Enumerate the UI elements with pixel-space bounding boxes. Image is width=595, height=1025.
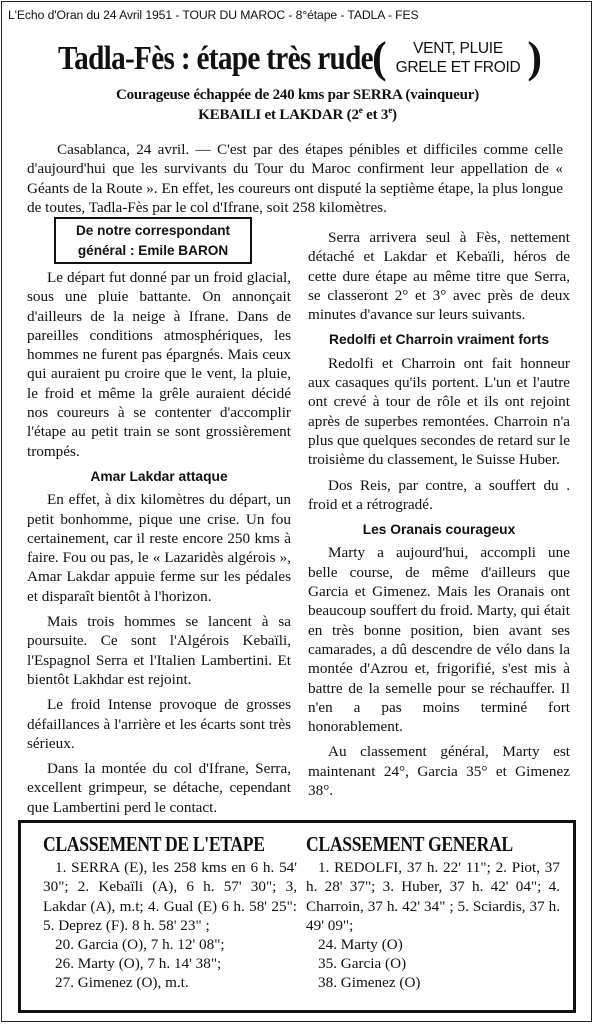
headline: Tadla-Fès : étape très rude xyxy=(58,40,373,77)
paragraph: Mais trois hommes se lancent à sa poursuite. Ce sont l'Algérois Kebaïli, l'Espagnol Serra et l'Italien Lambertini. Et bientôt Lakhdar est rejoint. xyxy=(27,613,291,688)
stage-classification-title: CLASSEMENT DE L'ETAPE xyxy=(43,832,265,856)
results-box xyxy=(18,820,576,1013)
section-heading: Redolfi et Charroin vraiment forts xyxy=(328,332,550,348)
correspondent-line-1: De notre correspondant xyxy=(75,223,231,238)
stage-classification xyxy=(43,832,297,993)
stage-classification-text: 1. SERRA (E), les 258 kms en 6 h. 54' 30"; 2. Kebaïli (A), 6 h. 57' 30"; 3, Lakdar (A), m.t; 4. Gual (E) 6 h. 58' 25": 5. Deprez (F). 8 h. 58' 23" ; xyxy=(43,859,297,934)
paren-open: ( xyxy=(372,33,387,82)
result-row: 38. Gimenez (O) xyxy=(318,974,421,992)
result-row: 35. Garcia (O) xyxy=(318,955,407,973)
paragraph: Le départ fut donné par un froid glacial, sous une pluie battante. On annonçait d'ailleurs de la neige à Ifrane. Dans de pareilles conditions atmosphériques, les hommes ne furent pas épargnés. Mais ceux qui auraient pu croire que le vent, la pluie, le froid et même la grêle auraient décidé nos coureurs à se contenter d'accomplir l'étape au petit train se sont grossièrement trompés. xyxy=(27,269,291,460)
left-column xyxy=(27,268,291,823)
subtitle-1: Courageuse échappée de 240 kms par SERRA (vainqueur) xyxy=(115,87,480,103)
paragraph: Dans la montée du col d'Ifrane, Serra, excellent grimpeur, se détache, cependant que Lambertini perd le contact. xyxy=(27,760,291,816)
weather-line-1: VENT, PLUIE xyxy=(413,40,503,57)
paragraph: Redolfi et Charroin ont fait honneur aux casaques qu'ils portent. L'un et l'autre ont crevé à tour de rôle et ils ont rejoint après de superbes remontées. Charroin n'a plus que quelques secondes de retard sur le troisième du classement, le Suisse Huber. xyxy=(308,354,570,469)
weather-line-2: GRELE ET FROID xyxy=(395,59,521,76)
correspondent-line-2: général : Emile BARON xyxy=(77,243,229,258)
result-row: 20. Garcia (O), 7 h. 12' 08"; xyxy=(55,936,225,954)
section-heading: Les Oranais courageux xyxy=(362,522,516,538)
weather-box xyxy=(372,33,542,90)
paragraph: Serra arrivera seul à Fès, nettement détaché et Lakdar et Kebaïli, héros de cette dure étape au même titre que Serra, se classeront 2° et 3° avec près de deux minutes d'avance sur leurs suivants. xyxy=(308,229,570,324)
result-row: 27. Gimenez (O), m.t. xyxy=(55,974,189,992)
paragraph: En effet, à dix kilomètres du départ, un petit bonhomme, pique une crise. Un fou certainement, car il reste encore 250 kms à faire. Fou ou pas, le « Lazaridès algérois », Amar Lakdar appuie ferme sur les pédales et disparaît bientôt à l'horizon. xyxy=(27,491,291,605)
lead-paragraph: Casablanca, 24 avril. — C'est par des étapes pénibles et difficiles comme celle d'aujourd'hui que les survivants du Tour du Maroc confirment leur appellation de « Géants de la Route ». En effet, les coureurs ont disputé la septième étape, la plus longue de toutes, Tadla-Fès par le col d'Ifrane, soit 258 kilomètres. xyxy=(27,141,563,217)
paragraph: Le froid Intense provoque de grosses défaillances à l'arrière et les écarts sont très sérieux. xyxy=(27,696,291,752)
right-column xyxy=(308,228,570,806)
result-row: 26. Marty (O), 7 h. 14' 38"; xyxy=(55,955,222,973)
paren-close: ) xyxy=(527,33,542,82)
page-header: L'Echo d'Oran du 24 Avril 1951 - TOUR DU MAROC - 8°étape - TADLA - FES xyxy=(8,8,419,22)
correspondent-box xyxy=(54,217,252,264)
result-row: 24. Marty (O) xyxy=(318,936,403,954)
paragraph: Dos Reis, par contre, a souffert du . froid et a rétrogradé. xyxy=(308,476,570,513)
subtitle-2: KEBAILI et LAKDAR (2e et 3e) xyxy=(198,105,397,123)
section-heading: Amar Lakdar attaque xyxy=(90,468,228,484)
paragraph: Marty a aujourd'hui, accompli une belle course, de même d'ailleurs que Garcia et Gimenez. Mais les Oranais ont beaucoup souffert du froid. Marty, qui était en très bonne position, bien avant ses camarades, a dû descendre de vélo dans la montée d'Azrou et, frigorifié, s'est mis à battre de la semelle pour se réchauffer. Il n'en a pas moins terminé fort honorablement. xyxy=(308,544,570,736)
general-classification-title: CLASSEMENT GENERAL xyxy=(306,832,513,856)
paragraph: Au classement général, Marty est maintenant 24°, Garcia 35° et Gimenez 38°. xyxy=(308,743,570,800)
general-classification-text: 1. REDOLFI, 37 h. 22' 11"; 2. Piot, 37 h. 28' 37"; 3. Huber, 37 h. 42' 04"; 4. Charroin, 37 h. 42' 34" ; 5. Sciardis, 37 h. 49' 09"; xyxy=(306,859,560,934)
general-classification xyxy=(306,832,560,993)
